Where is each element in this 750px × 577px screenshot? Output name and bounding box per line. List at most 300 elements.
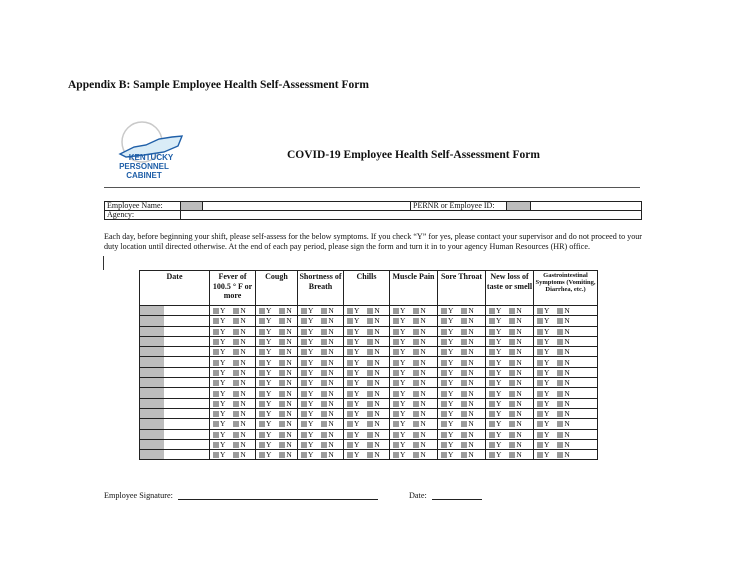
no-checkbox[interactable]	[279, 401, 285, 407]
no-checkbox[interactable]	[321, 318, 327, 324]
yes-checkbox[interactable]	[441, 421, 447, 427]
no-checkbox[interactable]	[509, 391, 515, 397]
no-checkbox[interactable]	[509, 329, 515, 335]
symptom-cell-throat	[438, 398, 486, 408]
no-checkbox[interactable]	[557, 329, 563, 335]
yes-checkbox[interactable]	[393, 391, 399, 397]
no-checkbox[interactable]	[413, 442, 419, 448]
no-checkbox[interactable]	[233, 401, 239, 407]
yes-checkbox[interactable]	[537, 370, 543, 376]
yes-checkbox[interactable]	[537, 380, 543, 386]
no-checkbox[interactable]	[461, 318, 467, 324]
yes-checkbox[interactable]	[489, 452, 495, 458]
yes-checkbox[interactable]	[347, 370, 353, 376]
no-checkbox[interactable]	[509, 421, 515, 427]
yes-checkbox[interactable]	[489, 308, 495, 314]
yes-checkbox[interactable]	[537, 339, 543, 345]
yes-checkbox[interactable]	[537, 401, 543, 407]
no-checkbox[interactable]	[461, 380, 467, 386]
employee-name-field-blank[interactable]	[203, 202, 411, 211]
yes-checkbox[interactable]	[213, 411, 219, 417]
yes-checkbox[interactable]	[489, 318, 495, 324]
yes-checkbox[interactable]	[537, 318, 543, 324]
no-checkbox[interactable]	[279, 411, 285, 417]
date-cell[interactable]	[140, 367, 210, 377]
no-checkbox[interactable]	[321, 452, 327, 458]
no-checkbox[interactable]	[509, 349, 515, 355]
no-checkbox[interactable]	[321, 370, 327, 376]
no-checkbox[interactable]	[367, 421, 373, 427]
date-field-shade[interactable]	[140, 430, 164, 439]
no-checkbox[interactable]	[279, 308, 285, 314]
yes-checkbox[interactable]	[301, 401, 307, 407]
no-checkbox[interactable]	[321, 339, 327, 345]
no-label: N	[286, 440, 292, 449]
no-checkbox[interactable]	[279, 339, 285, 345]
yes-checkbox[interactable]	[259, 452, 265, 458]
no-checkbox[interactable]	[557, 411, 563, 417]
no-checkbox[interactable]	[509, 442, 515, 448]
yes-checkbox[interactable]	[259, 380, 265, 386]
yes-checkbox[interactable]	[393, 401, 399, 407]
yes-checkbox[interactable]	[259, 360, 265, 366]
no-checkbox[interactable]	[413, 432, 419, 438]
no-checkbox[interactable]	[279, 370, 285, 376]
no-checkbox[interactable]	[509, 411, 515, 417]
yes-checkbox[interactable]	[213, 442, 219, 448]
yes-checkbox[interactable]	[441, 308, 447, 314]
no-checkbox[interactable]	[321, 380, 327, 386]
yes-checkbox[interactable]	[301, 452, 307, 458]
date-field-shade[interactable]	[140, 357, 164, 366]
yes-checkbox[interactable]	[347, 401, 353, 407]
no-checkbox[interactable]	[367, 349, 373, 355]
date-field-shade[interactable]	[140, 399, 164, 408]
no-checkbox[interactable]	[367, 442, 373, 448]
no-checkbox[interactable]	[233, 308, 239, 314]
yes-checkbox[interactable]	[213, 339, 219, 345]
yes-checkbox[interactable]	[537, 391, 543, 397]
no-label: N	[420, 378, 426, 388]
no-checkbox[interactable]	[279, 318, 285, 324]
yes-checkbox[interactable]	[213, 349, 219, 355]
no-checkbox[interactable]	[557, 452, 563, 458]
no-label: N	[328, 419, 334, 429]
no-checkbox[interactable]	[509, 401, 515, 407]
yes-checkbox[interactable]	[393, 339, 399, 345]
no-checkbox[interactable]	[279, 329, 285, 335]
no-checkbox[interactable]	[233, 360, 239, 366]
no-checkbox[interactable]	[413, 380, 419, 386]
date-cell[interactable]	[140, 326, 210, 336]
yes-checkbox[interactable]	[301, 421, 307, 427]
yes-checkbox[interactable]	[301, 360, 307, 366]
yes-checkbox[interactable]	[489, 432, 495, 438]
no-checkbox[interactable]	[461, 401, 467, 407]
no-checkbox[interactable]	[461, 329, 467, 335]
no-checkbox[interactable]	[413, 349, 419, 355]
no-checkbox[interactable]	[557, 442, 563, 448]
no-checkbox[interactable]	[367, 329, 373, 335]
yes-checkbox[interactable]	[393, 308, 399, 314]
no-checkbox[interactable]	[233, 391, 239, 397]
yes-checkbox[interactable]	[393, 432, 399, 438]
no-checkbox[interactable]	[461, 370, 467, 376]
no-checkbox[interactable]	[557, 421, 563, 427]
yes-checkbox[interactable]	[441, 391, 447, 397]
no-checkbox[interactable]	[413, 401, 419, 407]
yes-checkbox[interactable]	[259, 308, 265, 314]
no-checkbox[interactable]	[233, 349, 239, 355]
date-cell[interactable]	[140, 336, 210, 346]
symptom-cell-cough	[256, 439, 298, 449]
no-checkbox[interactable]	[367, 360, 373, 366]
no-checkbox[interactable]	[321, 360, 327, 366]
yes-checkbox[interactable]	[301, 329, 307, 335]
yes-checkbox[interactable]	[347, 360, 353, 366]
agency-field[interactable]	[181, 211, 642, 220]
yes-checkbox[interactable]	[347, 339, 353, 345]
yes-checkbox[interactable]	[301, 432, 307, 438]
no-checkbox[interactable]	[461, 391, 467, 397]
yes-checkbox[interactable]	[489, 329, 495, 335]
no-checkbox[interactable]	[557, 349, 563, 355]
date-cell[interactable]	[140, 398, 210, 408]
no-checkbox[interactable]	[321, 411, 327, 417]
yes-checkbox[interactable]	[301, 442, 307, 448]
pernr-field[interactable]	[507, 202, 531, 211]
yes-label: Y	[496, 357, 502, 367]
yes-checkbox[interactable]	[213, 452, 219, 458]
yes-checkbox[interactable]	[301, 411, 307, 417]
yes-checkbox[interactable]	[393, 349, 399, 355]
no-checkbox[interactable]	[367, 452, 373, 458]
yes-checkbox[interactable]	[347, 411, 353, 417]
yes-checkbox[interactable]	[393, 442, 399, 448]
yes-checkbox[interactable]	[259, 370, 265, 376]
no-checkbox[interactable]	[557, 380, 563, 386]
date-field-shade[interactable]	[140, 409, 164, 418]
no-checkbox[interactable]	[279, 360, 285, 366]
yes-checkbox[interactable]	[537, 452, 543, 458]
yes-checkbox[interactable]	[441, 401, 447, 407]
no-label: N	[516, 357, 522, 367]
no-label: N	[564, 409, 570, 419]
yes-checkbox[interactable]	[393, 360, 399, 366]
no-checkbox[interactable]	[413, 421, 419, 427]
yes-checkbox[interactable]	[259, 349, 265, 355]
date-field-shade[interactable]	[140, 368, 164, 377]
no-checkbox[interactable]	[509, 308, 515, 314]
yes-checkbox[interactable]	[213, 318, 219, 324]
no-checkbox[interactable]	[233, 421, 239, 427]
no-checkbox[interactable]	[321, 308, 327, 314]
no-checkbox[interactable]	[461, 339, 467, 345]
no-checkbox[interactable]	[413, 329, 419, 335]
no-label: N	[468, 429, 474, 439]
no-checkbox[interactable]	[233, 370, 239, 376]
symptom-cell-muscle	[390, 419, 438, 429]
yes-checkbox[interactable]	[441, 411, 447, 417]
yes-checkbox[interactable]	[537, 360, 543, 366]
yes-checkbox[interactable]	[347, 391, 353, 397]
date-field-shade[interactable]	[140, 347, 164, 356]
no-checkbox[interactable]	[279, 349, 285, 355]
yes-checkbox[interactable]	[393, 318, 399, 324]
no-checkbox[interactable]	[461, 308, 467, 314]
symptom-cell-chills	[344, 429, 390, 439]
yes-checkbox[interactable]	[489, 339, 495, 345]
no-checkbox[interactable]	[557, 432, 563, 438]
no-checkbox[interactable]	[367, 380, 373, 386]
date-cell[interactable]	[140, 408, 210, 418]
yes-checkbox[interactable]	[489, 421, 495, 427]
no-checkbox[interactable]	[509, 370, 515, 376]
no-checkbox[interactable]	[367, 308, 373, 314]
no-checkbox[interactable]	[557, 391, 563, 397]
yes-checkbox[interactable]	[347, 380, 353, 386]
yes-checkbox[interactable]	[213, 370, 219, 376]
date-field-shade[interactable]	[140, 450, 164, 459]
no-checkbox[interactable]	[557, 308, 563, 314]
yes-checkbox[interactable]	[537, 349, 543, 355]
yes-checkbox[interactable]	[393, 370, 399, 376]
no-checkbox[interactable]	[233, 452, 239, 458]
no-checkbox[interactable]	[557, 339, 563, 345]
employee-name-field[interactable]	[181, 202, 203, 211]
yes-checkbox[interactable]	[441, 432, 447, 438]
yes-checkbox[interactable]	[259, 411, 265, 417]
no-checkbox[interactable]	[557, 318, 563, 324]
symptom-cell-chills	[344, 347, 390, 357]
yes-checkbox[interactable]	[441, 380, 447, 386]
date-cell[interactable]	[140, 439, 210, 449]
date-cell[interactable]	[140, 316, 210, 326]
no-checkbox[interactable]	[233, 432, 239, 438]
no-checkbox[interactable]	[233, 339, 239, 345]
yes-checkbox[interactable]	[301, 339, 307, 345]
no-checkbox[interactable]	[557, 360, 563, 366]
no-checkbox[interactable]	[509, 339, 515, 345]
yes-checkbox[interactable]	[301, 308, 307, 314]
date-cell[interactable]	[140, 378, 210, 388]
no-checkbox[interactable]	[413, 391, 419, 397]
no-checkbox[interactable]	[367, 318, 373, 324]
date-field-shade[interactable]	[140, 419, 164, 428]
yes-checkbox[interactable]	[441, 349, 447, 355]
no-checkbox[interactable]	[461, 411, 467, 417]
no-checkbox[interactable]	[367, 339, 373, 345]
yes-checkbox[interactable]	[213, 308, 219, 314]
yes-checkbox[interactable]	[537, 432, 543, 438]
no-checkbox[interactable]	[279, 432, 285, 438]
no-checkbox[interactable]	[509, 360, 515, 366]
yes-checkbox[interactable]	[301, 318, 307, 324]
no-label: N	[420, 357, 426, 367]
yes-checkbox[interactable]	[347, 349, 353, 355]
no-checkbox[interactable]	[413, 452, 419, 458]
yes-checkbox[interactable]	[301, 391, 307, 397]
yes-checkbox[interactable]	[489, 370, 495, 376]
no-checkbox[interactable]	[233, 411, 239, 417]
date-field-shade[interactable]	[140, 327, 164, 336]
yes-checkbox[interactable]	[347, 442, 353, 448]
date-field-shade[interactable]	[140, 316, 164, 325]
yes-checkbox[interactable]	[441, 360, 447, 366]
yes-checkbox[interactable]	[393, 411, 399, 417]
no-checkbox[interactable]	[321, 349, 327, 355]
yes-checkbox[interactable]	[347, 308, 353, 314]
no-checkbox[interactable]	[367, 370, 373, 376]
yes-checkbox[interactable]	[537, 421, 543, 427]
yes-checkbox[interactable]	[259, 421, 265, 427]
no-checkbox[interactable]	[509, 318, 515, 324]
no-label: N	[240, 419, 246, 429]
no-checkbox[interactable]	[321, 329, 327, 335]
no-checkbox[interactable]	[413, 308, 419, 314]
yes-checkbox[interactable]	[489, 401, 495, 407]
date-cell[interactable]	[140, 306, 210, 316]
yes-checkbox[interactable]	[537, 442, 543, 448]
no-checkbox[interactable]	[367, 401, 373, 407]
date-cell[interactable]	[140, 357, 210, 367]
no-checkbox[interactable]	[321, 421, 327, 427]
yes-checkbox[interactable]	[301, 380, 307, 386]
yes-checkbox[interactable]	[537, 329, 543, 335]
no-checkbox[interactable]	[233, 329, 239, 335]
yes-checkbox[interactable]	[393, 380, 399, 386]
no-checkbox[interactable]	[461, 349, 467, 355]
yes-checkbox[interactable]	[259, 401, 265, 407]
date-cell[interactable]	[140, 450, 210, 460]
yes-checkbox[interactable]	[393, 452, 399, 458]
no-checkbox[interactable]	[367, 411, 373, 417]
no-checkbox[interactable]	[279, 391, 285, 397]
no-checkbox[interactable]	[233, 318, 239, 324]
yes-checkbox[interactable]	[301, 370, 307, 376]
pernr-field-blank[interactable]	[531, 202, 642, 211]
no-checkbox[interactable]	[509, 452, 515, 458]
yes-checkbox[interactable]	[347, 329, 353, 335]
table-row	[140, 439, 598, 449]
yes-checkbox[interactable]	[489, 411, 495, 417]
no-checkbox[interactable]	[413, 339, 419, 345]
no-checkbox[interactable]	[557, 401, 563, 407]
yes-checkbox[interactable]	[259, 318, 265, 324]
yes-checkbox[interactable]	[489, 380, 495, 386]
yes-checkbox[interactable]	[347, 318, 353, 324]
no-checkbox[interactable]	[367, 432, 373, 438]
no-checkbox[interactable]	[321, 401, 327, 407]
date-field-shade[interactable]	[140, 378, 164, 387]
date-field-shade[interactable]	[140, 337, 164, 346]
yes-checkbox[interactable]	[259, 442, 265, 448]
yes-label: Y	[220, 388, 226, 398]
no-checkbox[interactable]	[367, 391, 373, 397]
no-label: N	[374, 419, 380, 429]
yes-label: Y	[448, 388, 454, 398]
no-checkbox[interactable]	[413, 411, 419, 417]
no-checkbox[interactable]	[321, 442, 327, 448]
no-checkbox[interactable]	[461, 360, 467, 366]
date-cell[interactable]	[140, 429, 210, 439]
date-cell[interactable]	[140, 347, 210, 357]
date-field-shade[interactable]	[140, 306, 164, 315]
yes-checkbox[interactable]	[393, 329, 399, 335]
no-checkbox[interactable]	[321, 432, 327, 438]
yes-checkbox[interactable]	[213, 432, 219, 438]
date-field-shade[interactable]	[140, 388, 164, 397]
yes-checkbox[interactable]	[441, 339, 447, 345]
no-checkbox[interactable]	[509, 432, 515, 438]
yes-checkbox[interactable]	[489, 349, 495, 355]
yes-checkbox[interactable]	[213, 401, 219, 407]
no-checkbox[interactable]	[233, 380, 239, 386]
yes-checkbox[interactable]	[489, 360, 495, 366]
no-checkbox[interactable]	[279, 380, 285, 386]
yes-checkbox[interactable]	[347, 421, 353, 427]
yes-checkbox[interactable]	[259, 391, 265, 397]
no-checkbox[interactable]	[509, 380, 515, 386]
yes-checkbox[interactable]	[259, 329, 265, 335]
yes-checkbox[interactable]	[259, 339, 265, 345]
date-cell[interactable]	[140, 419, 210, 429]
no-checkbox[interactable]	[557, 370, 563, 376]
yes-checkbox[interactable]	[213, 360, 219, 366]
yes-checkbox[interactable]	[213, 329, 219, 335]
date-line[interactable]	[432, 499, 482, 500]
yes-checkbox[interactable]	[441, 329, 447, 335]
no-checkbox[interactable]	[279, 452, 285, 458]
no-label: N	[420, 326, 426, 336]
yes-checkbox[interactable]	[441, 442, 447, 448]
yes-checkbox[interactable]	[441, 318, 447, 324]
yes-checkbox[interactable]	[347, 452, 353, 458]
yes-checkbox[interactable]	[393, 421, 399, 427]
no-checkbox[interactable]	[461, 432, 467, 438]
yes-checkbox[interactable]	[259, 432, 265, 438]
yes-checkbox[interactable]	[213, 421, 219, 427]
yes-checkbox[interactable]	[489, 442, 495, 448]
date-cell[interactable]	[140, 388, 210, 398]
no-checkbox[interactable]	[279, 442, 285, 448]
no-checkbox[interactable]	[413, 370, 419, 376]
no-checkbox[interactable]	[461, 452, 467, 458]
no-checkbox[interactable]	[233, 442, 239, 448]
no-checkbox[interactable]	[461, 421, 467, 427]
yes-checkbox[interactable]	[441, 452, 447, 458]
yes-checkbox[interactable]	[213, 391, 219, 397]
no-label: N	[286, 316, 292, 326]
no-checkbox[interactable]	[461, 442, 467, 448]
yes-checkbox[interactable]	[489, 391, 495, 397]
yes-checkbox[interactable]	[537, 308, 543, 314]
yes-checkbox[interactable]	[301, 349, 307, 355]
no-checkbox[interactable]	[321, 391, 327, 397]
yes-checkbox[interactable]	[213, 380, 219, 386]
yes-checkbox[interactable]	[347, 432, 353, 438]
yes-label: Y	[266, 440, 272, 449]
symptom-cell-taste	[486, 388, 534, 398]
yes-checkbox[interactable]	[537, 411, 543, 417]
signature-line[interactable]	[178, 499, 378, 500]
no-checkbox[interactable]	[279, 421, 285, 427]
no-checkbox[interactable]	[413, 360, 419, 366]
yes-checkbox[interactable]	[441, 370, 447, 376]
date-field-shade[interactable]	[140, 440, 164, 449]
symptom-cell-sob	[298, 357, 344, 367]
no-checkbox[interactable]	[413, 318, 419, 324]
